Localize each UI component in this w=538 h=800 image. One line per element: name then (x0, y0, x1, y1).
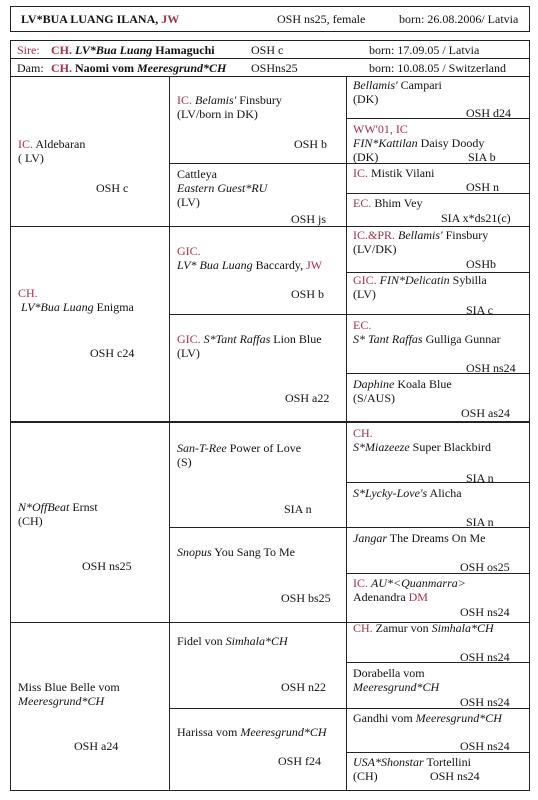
g2-5-ems: SIA n (284, 502, 312, 516)
gp3-ems: OSH ns25 (82, 559, 132, 573)
gp4-name: Miss Blue Belle vom (18, 680, 120, 694)
g2-6-italic: Snopus (177, 545, 212, 559)
g3-13-italic: Simhala*CH (431, 621, 494, 635)
g3-6-ems: SIA c (466, 303, 493, 317)
g3-8-italic: Daphine (353, 377, 395, 391)
g2-2-ems: OSH js (291, 212, 327, 226)
g2-3-ems: OSH b (291, 287, 325, 301)
gen3-cell-1 (353, 78, 442, 106)
col-divider-1 (169, 76, 170, 791)
cat-title: JW (161, 12, 180, 26)
g2-6-name: You Sang To Me (214, 545, 295, 559)
granddam-paternal (18, 286, 134, 314)
g2-8-italic: Meeresgrund*CH (240, 725, 327, 739)
g3-5-origin: (LV/DK) (353, 242, 397, 256)
gen3-cell-11 (353, 531, 485, 545)
g3-3-title: IC. (353, 166, 368, 180)
g3-13-name: Zamur von (375, 621, 429, 635)
g3-7-title: EC. (353, 318, 372, 332)
cat-name-text: LV*BUA LUANG ILANA, (21, 12, 159, 26)
gp3-name: Ernst (72, 500, 98, 514)
g3-14-italic: Meeresgrund*CH (353, 680, 440, 694)
g2-1-italic: Belamis' (195, 93, 237, 107)
g3-10-name: Alicha (429, 486, 462, 500)
g3-9-title: CH. (353, 426, 373, 440)
g2-2-name: Cattleya (177, 167, 217, 181)
sire-label: Sire: (17, 43, 40, 57)
grandsire-maternal (18, 500, 98, 528)
g3-6-italic: FIN*Delicatin (379, 273, 450, 287)
g2-5-italic: San-T-Ree (177, 441, 227, 455)
g3-12-title: IC. (353, 576, 368, 590)
g3-7-italic: S* Tant Raffas (353, 332, 423, 346)
g3-6-origin: (LV) (353, 287, 376, 301)
gen3-cell-15 (353, 711, 502, 725)
g3-1-origin: (DK) (353, 92, 379, 106)
g2-4-italic: S*Tant Raffas (203, 332, 271, 346)
g2-1-name: Finsbury (239, 93, 282, 107)
g2-7-name: Fidel von (177, 634, 223, 648)
g2-4-name: Lion Blue (273, 332, 322, 346)
g3-10-italic: S*Lycky-Love's (353, 486, 428, 500)
gen3-cell-6 (353, 273, 487, 301)
cat-name (21, 12, 179, 27)
g3-1-italic: Bellamis' (353, 78, 398, 92)
gen3-cell-7 (353, 318, 501, 346)
g2-5-name: Power of Love (229, 441, 302, 455)
g3-5-ems: OSHb (466, 257, 497, 271)
g3-6-title: GIC. (353, 273, 377, 287)
g3-8-origin: (S/AUS) (353, 391, 396, 405)
g3-1-ems: OSH d24 (466, 106, 512, 120)
g3-5-title: IC.&PR. (353, 228, 396, 242)
gen3-divider-5 (346, 482, 530, 483)
gen3-cell-5 (353, 228, 488, 256)
gen2-cell-2 (177, 167, 267, 209)
dam-name-italic: Meeresgrund*CH (137, 61, 227, 75)
g3-14-name: Dorabella vom (353, 666, 425, 680)
sire-row (10, 40, 530, 59)
g3-12-italic: AU*<Quanmarra> (371, 576, 466, 590)
gen3-cell-13 (353, 621, 494, 635)
g3-1-name: Campari (400, 78, 442, 92)
gen2-cell-6 (177, 545, 295, 559)
g2-8-ems: OSH f24 (278, 754, 322, 768)
g3-13-ems: OSH ns24 (460, 650, 510, 664)
granddam-maternal (18, 680, 120, 708)
g3-3-name: Mistik Vilani (371, 166, 435, 180)
sire-title: CH. (51, 43, 72, 57)
gen2-cell-7 (177, 634, 288, 648)
g3-2-italic: FIN*Kattilan (353, 136, 418, 150)
gen3-divider-2 (346, 193, 530, 194)
g2-5-origin: (S) (177, 455, 192, 469)
dam-born: born: 10.08.05 / Switzerland (369, 61, 506, 75)
g3-15-italic: Meeresgrund*CH (415, 711, 502, 725)
g3-4-name: Bhim Vey (374, 196, 423, 210)
g3-16-ems: OSH ns24 (430, 769, 480, 783)
g3-11-ems: OSH os25 (460, 560, 510, 574)
gen3-cell-14 (353, 666, 439, 694)
g3-15-ems: OSH ns24 (460, 739, 510, 753)
g3-12-name: Adenandra (353, 590, 406, 604)
gp1-name: Aldebaran (35, 137, 86, 151)
gen3-cell-10 (353, 486, 462, 500)
g3-12-ems: OSH ns24 (460, 605, 510, 619)
gp3-name-italic: N*OffBeat (18, 500, 70, 514)
g3-11-name: The Dreams On Me (389, 531, 486, 545)
g3-9-italic: S*Miazeeze (353, 440, 410, 454)
sire-ems: OSH c (251, 43, 284, 57)
g3-9-ems: SIA n (466, 471, 494, 485)
gen2-cell-3 (177, 244, 322, 272)
g3-16-name: Tortellini (426, 755, 471, 769)
g2-1-title: IC. (177, 93, 192, 107)
g3-5-italic: Bellamis' (398, 228, 443, 242)
dam-ems: OSHns25 (251, 61, 298, 75)
gen3-cell-8 (353, 377, 452, 405)
g2-8-name: Harissa vom (177, 725, 238, 739)
g2-1-ems: OSH b (294, 137, 328, 151)
g2-3-title2: JW (306, 258, 323, 272)
gen2-cell-1 (177, 93, 282, 121)
g3-7-name: Gulliga Gunnar (425, 332, 501, 346)
g3-4-title: EC. (353, 196, 372, 210)
g3-7-ems: OSH ns24 (466, 361, 516, 375)
g2-4-title: GIC. (177, 332, 201, 346)
cat-ems: OSH ns25, female (277, 12, 366, 26)
cat-born: born: 26.08.2006/ Latvia (399, 12, 519, 26)
gp1-title: IC. (18, 137, 33, 151)
g3-2-origin: (DK) (353, 150, 379, 164)
g3-6-name: Sybilla (452, 273, 487, 287)
gen3-cell-12 (353, 576, 466, 604)
g3-2-title: WW'01, IC (353, 122, 408, 136)
g3-2-ems: SIA b (468, 150, 496, 164)
gp2-title: CH. (18, 286, 38, 300)
g2-3-name: Baccardy, (255, 258, 304, 272)
gen2-cell-4 (177, 332, 322, 360)
g3-3-ems: OSH n (466, 180, 500, 194)
g2-4-ems: OSH a22 (285, 391, 330, 405)
g3-2-name: Daisy Doody (420, 136, 485, 150)
g2-2-italic: Eastern Guest*RU (177, 181, 268, 195)
gen3-cell-3 (353, 166, 434, 180)
sire-name-text: Hamaguchi (155, 43, 215, 57)
g2-1-origin: (LV/born in DK) (177, 107, 258, 121)
dam-name (51, 61, 226, 76)
g3-15-name: Gandhi vom (353, 711, 413, 725)
gp4-ems: OSH a24 (74, 739, 119, 753)
g3-11-italic: Jangar (353, 531, 387, 545)
gp2-ems: OSH c24 (90, 346, 135, 360)
gen3-cell-9 (353, 426, 491, 454)
g3-9-name: Super Blackbird (412, 440, 491, 454)
dam-name-text: Naomi vom (75, 61, 134, 75)
g2-6-ems: OSH bs25 (281, 591, 331, 605)
g3-16-italic: USA*Shonstar (353, 755, 424, 769)
gp2-name-italic: LV*Bua Luang (21, 300, 94, 314)
gp3-origin: (CH) (18, 514, 43, 528)
sire-name-italic: LV*Bua Luang (75, 43, 153, 57)
dam-title: CH. (51, 61, 72, 75)
gen3-cell-2 (353, 122, 484, 164)
gp1-origin: ( LV) (18, 151, 44, 165)
g3-14-ems: OSH ns24 (460, 695, 510, 709)
gen2-cell-5 (177, 441, 301, 469)
sire-born: born: 17.09.05 / Latvia (369, 43, 480, 57)
g2-2-origin: (LV) (177, 195, 200, 209)
g3-8-ems: OSH as24 (461, 406, 511, 420)
gen1-divider-a (10, 226, 530, 227)
g2-7-ems: OSH n22 (281, 680, 327, 694)
g3-13-title: CH. (353, 621, 373, 635)
g3-12-title2: DM (408, 590, 428, 604)
gen3-cell-4 (353, 196, 422, 210)
g2-7-italic: Simhala*CH (225, 634, 288, 648)
g2-3-title: GIC. (177, 244, 201, 258)
g2-3-italic: LV* Bua Luang (177, 258, 253, 272)
grandsire-paternal (18, 137, 85, 165)
gen2-cell-8 (177, 725, 327, 739)
gp1-ems: OSH c (96, 181, 129, 195)
gen1-divider-middle (10, 421, 530, 423)
col-divider-2 (346, 76, 347, 791)
g3-5-name: Finsbury (445, 228, 489, 242)
sire-name (51, 43, 215, 58)
title-box (10, 6, 530, 32)
gp4-name-italic: Meeresgrund*CH (18, 694, 105, 708)
dam-row (10, 58, 530, 77)
g2-4-origin: (LV) (177, 346, 200, 360)
dam-label: Dam: (17, 61, 44, 75)
gp2-name: Enigma (96, 300, 134, 314)
g3-8-name: Koala Blue (397, 377, 452, 391)
g3-4-ems: SIA x*ds21(c) (441, 211, 511, 225)
g3-16-origin: (CH) (353, 769, 378, 783)
g3-10-ems: SIA n (466, 515, 494, 529)
